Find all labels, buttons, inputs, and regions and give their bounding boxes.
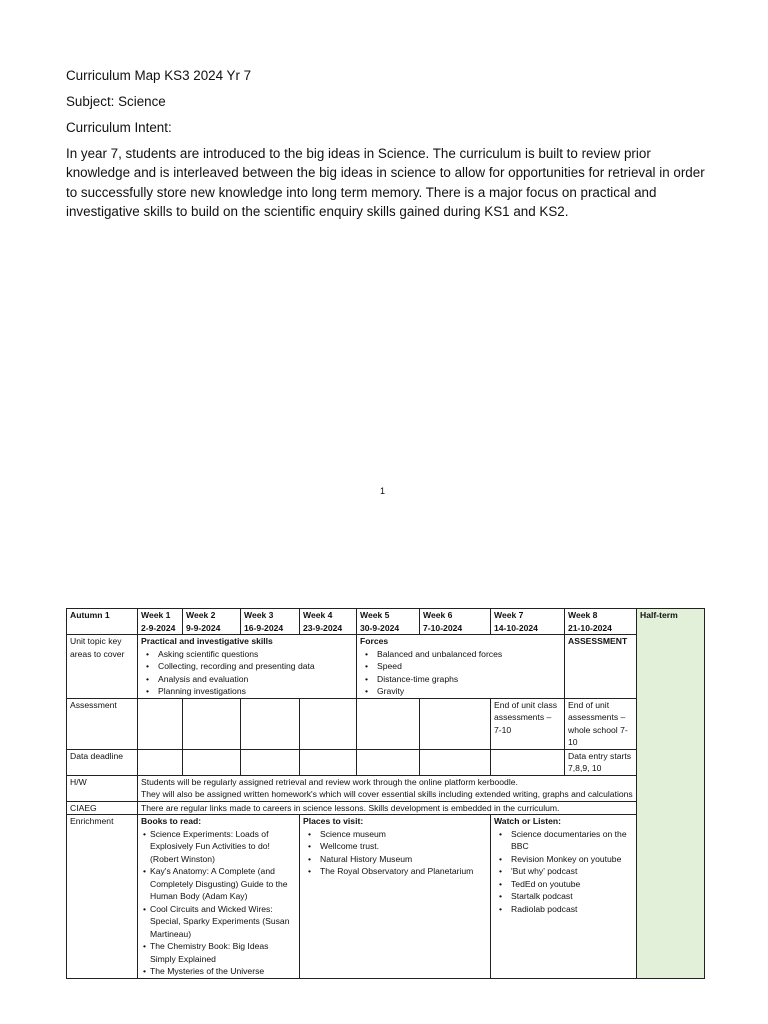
- ciaeg-row: [67, 801, 705, 815]
- half-term-column: Half-term: [637, 609, 705, 979]
- assessment-week7: End of unit class assessments – 7-10: [491, 698, 565, 749]
- list-item: • Asking scientific questions: [158, 648, 353, 661]
- week-7-header: Week 7 14-10-2024: [491, 609, 565, 635]
- intent-label: Curriculum Intent:: [66, 120, 172, 135]
- list-item: • Collecting, recording and presenting data: [158, 660, 353, 673]
- week-4-header: Week 4 23-9-2024: [300, 609, 357, 635]
- intro-section: [66, 66, 706, 228]
- unit-topic-row: [67, 635, 705, 699]
- list-item: • Gravity: [377, 685, 561, 698]
- watch-title: Watch or Listen:: [494, 816, 561, 826]
- forces-title: Forces: [360, 636, 389, 646]
- enrichment-row: [67, 815, 705, 979]
- curriculum-table: [66, 608, 705, 979]
- unit-topic-label: Unit topic key areas to cover: [67, 635, 138, 699]
- subject-line: Subject: Science: [66, 94, 166, 109]
- assessment-label: Assessment: [67, 698, 138, 749]
- week-5-header: Week 5 30-9-2024: [357, 609, 420, 635]
- header-row: [67, 609, 705, 635]
- list-item: • Wellcome trust.: [320, 840, 487, 853]
- watch-cell: [491, 815, 637, 979]
- week-3-header: Week 3 16-9-2024: [241, 609, 300, 635]
- books-cell: [138, 815, 300, 979]
- data-deadline-week8: Data entry starts 7,8,9, 10: [565, 749, 637, 775]
- homework-label: H/W: [67, 775, 138, 801]
- forces-cell: [357, 635, 565, 699]
- list-item: • Balanced and unbalanced forces: [377, 648, 561, 661]
- list-item: • Kay's Anatomy: A Complete (and Completely Disgusting) Guide to the Human Body (Adam Kay): [150, 865, 296, 903]
- list-item: • Distance-time graphs: [377, 673, 561, 686]
- assessment-row: [67, 698, 705, 749]
- books-title: Books to read:: [141, 816, 202, 826]
- practical-skills-title: Practical and investigative skills: [141, 636, 273, 646]
- list-item: • Science museum: [320, 828, 487, 841]
- list-item: • Analysis and evaluation: [158, 673, 353, 686]
- list-item: • The Royal Observatory and Planetarium: [320, 865, 487, 878]
- term-cell: Autumn 1: [67, 609, 138, 635]
- week-6-header: Week 6 7-10-2024: [420, 609, 491, 635]
- list-item: • Cool Circuits and Wicked Wires: Special, Sparky Experiments (Susan Martineau): [150, 903, 296, 941]
- list-item: • Speed: [377, 660, 561, 673]
- list-item: • Revision Monkey on youtube: [511, 853, 633, 866]
- list-item: • The Mysteries of the Universe: [150, 965, 296, 978]
- enrichment-label: Enrichment: [67, 815, 138, 979]
- data-deadline-label: Data deadline: [67, 749, 138, 775]
- ciaeg-text: There are regular links made to careers in science lessons. Skills development is embedded in the curriculum.: [138, 801, 637, 815]
- places-title: Places to visit:: [303, 816, 364, 826]
- document-title: Curriculum Map KS3 2024 Yr 7: [66, 68, 252, 83]
- list-item: • Startalk podcast: [511, 890, 633, 903]
- list-item: • Natural History Museum: [320, 853, 487, 866]
- practical-skills-cell: [138, 635, 357, 699]
- places-cell: [300, 815, 491, 979]
- ciaeg-label: CIAEG: [67, 801, 138, 815]
- list-item: • Planning investigations: [158, 685, 353, 698]
- assessment-week8: End of unit assessments – whole school 7-10: [565, 698, 637, 749]
- list-item: • Science Experiments: Loads of Explosively Fun Activities to do! (Robert Winston): [150, 828, 296, 866]
- list-item: • 'But why' podcast: [511, 865, 633, 878]
- list-item: • Science documentaries on the BBC: [511, 828, 633, 853]
- intent-text: In year 7, students are introduced to the big ideas in Science. The curriculum is built to review prior knowledge and is interleaved between the big ideas in science to allow for opportunities for retrieval in order to successfully store new knowledge into long term memory. There is a major focus on practical and investigative skills to build on the scientific enquiry skills gained during KS1 and KS2.: [66, 146, 705, 219]
- week-1-header: Week 1 2-9-2024: [138, 609, 183, 635]
- week-8-header: Week 8 21-10-2024: [565, 609, 637, 635]
- page-number: 1: [380, 486, 386, 496]
- homework-text: Students will be regularly assigned retrieval and review work through the online platform kerboodle. They will also be assigned written homework's which will cover essential skills including extended writing, graphs and calculations: [138, 775, 637, 801]
- week-2-header: Week 2 9-9-2024: [183, 609, 241, 635]
- list-item: • The Chemistry Book: Big Ideas Simply Explained: [150, 940, 296, 965]
- homework-row: [67, 775, 705, 801]
- data-deadline-row: [67, 749, 705, 775]
- assessment-unit-cell: ASSESSMENT: [565, 635, 637, 699]
- list-item: • TedEd on youtube: [511, 878, 633, 891]
- list-item: • Radiolab podcast: [511, 903, 633, 916]
